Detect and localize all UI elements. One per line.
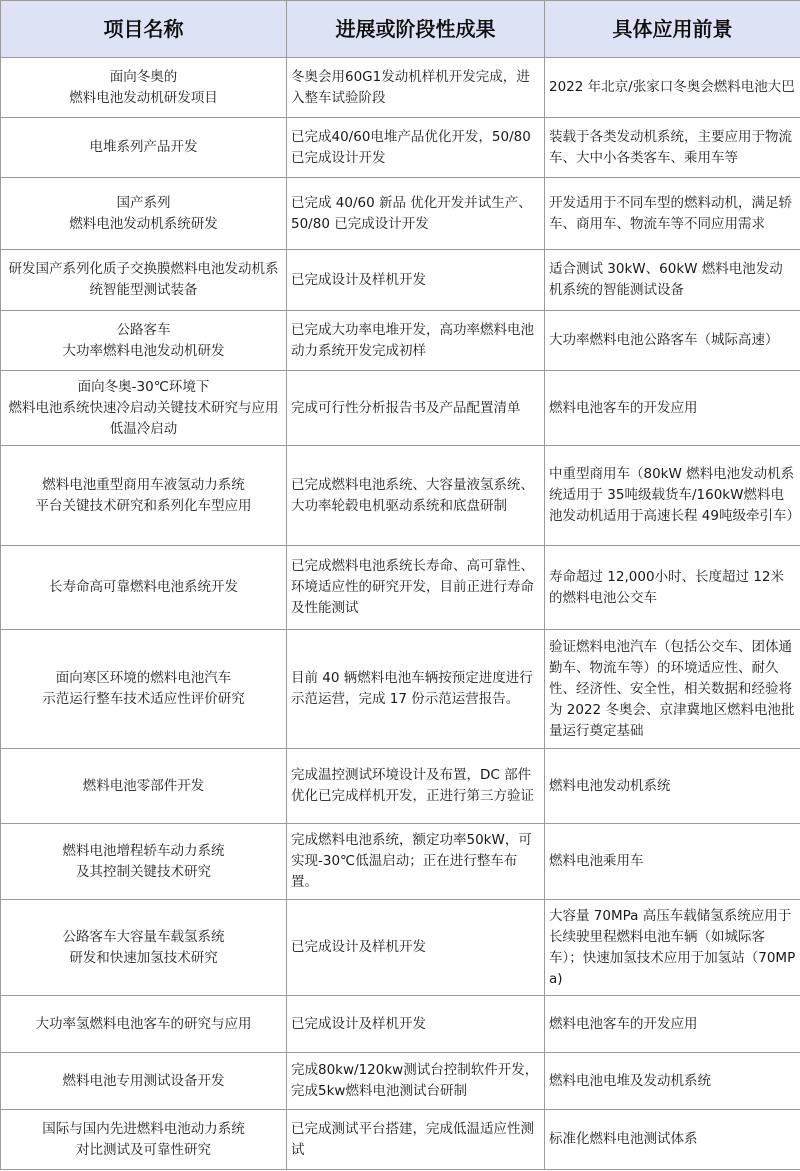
progress-cell: 已完成大功率电堆开发，高功率燃料电池动力系统开发完成初样	[287, 311, 545, 371]
application-cell: 燃料电池客车的开发应用	[545, 996, 800, 1053]
application-cell: 标准化燃料电池测试体系	[545, 1110, 800, 1170]
table-row	[1, 1053, 800, 1110]
project-name-cell: 燃料电池零部件开发	[1, 749, 287, 824]
table-row	[1, 250, 800, 311]
application-cell: 燃料电池客车的开发应用	[545, 371, 800, 446]
table-row	[1, 178, 800, 250]
table-row	[1, 371, 800, 446]
progress-cell: 已完成40/60电堆产品优化开发，50/80已完成设计开发	[287, 118, 545, 178]
progress-cell: 完成80kw/120kw测试台控制软件开发，完成5kw燃料电池测试台研制	[287, 1053, 545, 1110]
progress-cell: 已完成设计及样机开发	[287, 900, 545, 996]
application-cell: 2022 年北京/张家口冬奥会燃料电池大巴	[545, 58, 800, 118]
table-row	[1, 446, 800, 546]
progress-cell: 完成温控测试环境设计及布置，DC 部件优化已完成样机开发，正进行第三方验证	[287, 749, 545, 824]
project-name-cell: 长寿命高可靠燃料电池系统开发	[1, 546, 287, 630]
table-row	[1, 311, 800, 371]
application-cell: 大功率燃料电池公路客车（城际高速）	[545, 311, 800, 371]
progress-cell: 已完成设计及样机开发	[287, 250, 545, 311]
table-row	[1, 546, 800, 630]
header-row	[1, 1, 800, 58]
table-row	[1, 900, 800, 996]
table-row	[1, 824, 800, 900]
header-progress: 进展或阶段性成果	[287, 1, 545, 58]
progress-cell: 已完成燃料电池系统长寿命、高可靠性、环境适应性的研究开发，目前正进行寿命及性能测试	[287, 546, 545, 630]
project-name-cell: 公路客车 大功率燃料电池发动机研发	[1, 311, 287, 371]
project-name-cell: 面向冬奥-30℃环境下 燃料电池系统快速冷启动关键技术研究与应用低温冷启动	[1, 371, 287, 446]
application-cell: 适合测试 30kW、60kW 燃料电池发动机系统的智能测试设备	[545, 250, 800, 311]
project-name-cell: 电堆系列产品开发	[1, 118, 287, 178]
application-cell: 寿命超过 12,000小时、长度超过 12米的燃料电池公交车	[545, 546, 800, 630]
table-row	[1, 1110, 800, 1170]
application-cell: 燃料电池发动机系统	[545, 749, 800, 824]
progress-cell: 冬奥会用60G1发动机样机开发完成，进入整车试验阶段	[287, 58, 545, 118]
project-name-cell: 公路客车大容量车载氢系统 研发和快速加氢技术研究	[1, 900, 287, 996]
progress-cell: 已完成燃料电池系统、大容量液氢系统、大功率轮毂电机驱动系统和底盘研制	[287, 446, 545, 546]
application-cell: 燃料电池乘用车	[545, 824, 800, 900]
progress-cell: 目前 40 辆燃料电池车辆按预定进度进行示范运营，完成 17 份示范运营报告。	[287, 630, 545, 749]
header-project-name: 项目名称	[1, 1, 287, 58]
table-row	[1, 58, 800, 118]
table-row	[1, 118, 800, 178]
application-cell: 中重型商用车（80kW 燃料电池发动机系统适用于 35吨级载货车/160kW燃料电池发动机适用于高速长程 49吨级牵引车）	[545, 446, 800, 546]
progress-cell: 完成燃料电池系统，额定功率50kW，可实现-30℃低温启动；正在进行整车布置。	[287, 824, 545, 900]
progress-cell: 已完成设计及样机开发	[287, 996, 545, 1053]
table-row	[1, 630, 800, 749]
table-row	[1, 996, 800, 1053]
project-name-cell: 燃料电池专用测试设备开发	[1, 1053, 287, 1110]
progress-cell: 完成可行性分析报告书及产品配置清单	[287, 371, 545, 446]
application-cell: 装载于各类发动机系统，主要应用于物流车、大中小各类客车、乘用车等	[545, 118, 800, 178]
application-cell: 开发适用于不同车型的燃料动机，满足轿车、商用车、物流车等不同应用需求	[545, 178, 800, 250]
application-cell: 验证燃料电池汽车（包括公交车、团体通勤车、物流车等）的环境适应性、耐久性、经济性、安全性，相关数据和经验将为 2022 冬奥会、京津冀地区燃料电池批量运行奠定基础	[545, 630, 800, 749]
project-name-cell: 大功率氢燃料电池客车的研究与应用	[1, 996, 287, 1053]
application-cell: 燃料电池电堆及发动机系统	[545, 1053, 800, 1110]
project-name-cell: 研发国产系列化质子交换膜燃料电池发动机系统智能型测试装备	[1, 250, 287, 311]
progress-cell: 已完成测试平台搭建，完成低温适应性测试	[287, 1110, 545, 1170]
project-name-cell: 燃料电池增程轿车动力系统 及其控制关键技术研究	[1, 824, 287, 900]
project-name-cell: 面向寒区环境的燃料电池汽车 示范运行整车技术适应性评价研究	[1, 630, 287, 749]
header-application: 具体应用前景	[545, 1, 800, 58]
table-row	[1, 749, 800, 824]
project-name-cell: 燃料电池重型商用车液氢动力系统 平台关键技术研究和系列化车型应用	[1, 446, 287, 546]
application-cell: 大容量 70MPa 高压车载储氢系统应用于长续驶里程燃料电池车辆（如城际客车）；快速加氢技术应用于加氢站（70MPa)	[545, 900, 800, 996]
progress-cell: 已完成 40/60 新品 优化开发并试生产、50/80 已完成设计开发	[287, 178, 545, 250]
project-name-cell: 国际与国内先进燃料电池动力系统 对比测试及可靠性研究	[1, 1110, 287, 1170]
project-name-cell: 国产系列 燃料电池发动机系统研发	[1, 178, 287, 250]
project-name-cell: 面向冬奥的 燃料电池发动机研发项目	[1, 58, 287, 118]
